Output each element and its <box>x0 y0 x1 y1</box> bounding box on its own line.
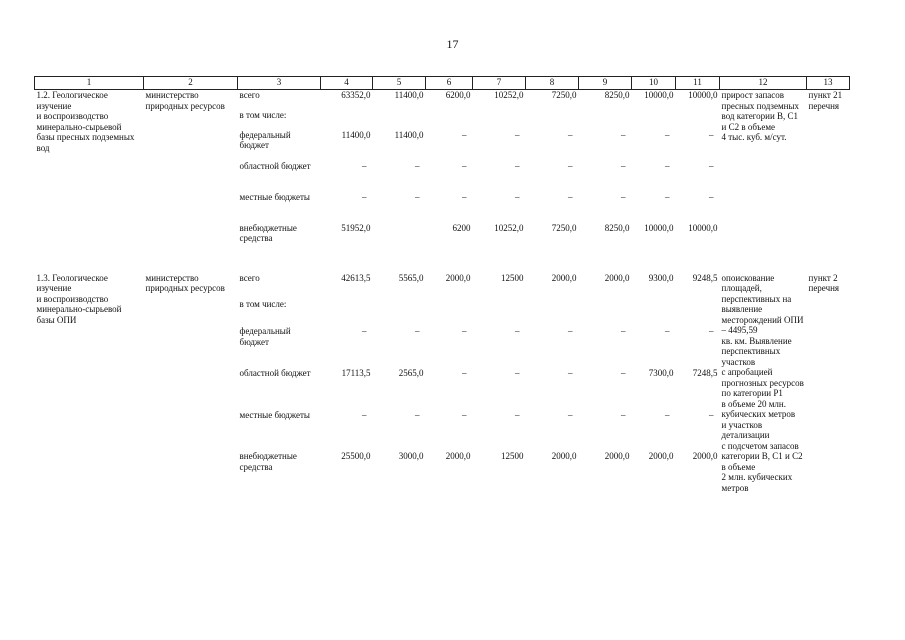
header-row <box>35 77 850 90</box>
value-cell: – <box>709 326 714 337</box>
column-header: 13 <box>807 77 850 90</box>
funding-source-label: федеральный бюджет <box>239 326 291 347</box>
value-cell: 8250,0 <box>604 90 630 100</box>
table-row <box>35 273 850 300</box>
expected-result: прирост запасов пресных подземных вод категории В, С1 и С2 в объеме 4 тыс. куб. м/сут. <box>721 90 799 142</box>
table-row <box>35 90 850 110</box>
value-cell: 25500,0 <box>341 451 371 462</box>
value-cell: – <box>665 326 670 337</box>
value-cell: – <box>362 160 367 171</box>
expected-result: опоискование площадей, перспективных на выявление месторождений ОПИ – 4495,59 кв. км. Выявление перспективных участков с апробацией прогнозных ресурсов по категории Р1 в объеме 20 млн. кубических метров и участков детализации с подсчетом запасов категории В, С1 и С2 в объеме 2 млн. кубических метров <box>721 272 804 493</box>
value-cell: 6200,0 <box>445 90 471 100</box>
value-cell: – <box>415 191 420 202</box>
funding-source-label: областной бюджет <box>239 367 311 378</box>
funding-source-label: местные бюджеты <box>239 409 310 420</box>
value-cell: 5565,0 <box>398 272 424 283</box>
value-cell: 10000,0 <box>644 90 674 100</box>
value-cell: – <box>462 129 467 140</box>
value-cell: – <box>362 409 367 420</box>
value-cell: 7250,0 <box>551 90 577 100</box>
column-header: 3 <box>238 77 321 90</box>
value-cell: – <box>515 129 520 140</box>
funding-source-label: всего <box>239 90 260 100</box>
value-cell <box>526 110 579 130</box>
value-cell: – <box>621 191 626 202</box>
activity-name: 1.3. Геологическое изучение и воспроизводство минерально-сырьевой базы ОПИ <box>36 272 122 325</box>
value-cell: – <box>462 409 467 420</box>
value-cell: 2000,0 <box>445 451 471 462</box>
value-cell: 42613,5 <box>341 272 371 283</box>
gap-cell <box>35 254 850 273</box>
value-cell <box>473 299 526 326</box>
column-header: 5 <box>373 77 426 90</box>
funding-source-label: всего <box>239 272 260 283</box>
value-cell: 2000,0 <box>551 272 577 283</box>
column-header: 11 <box>676 77 720 90</box>
value-cell <box>473 110 526 130</box>
funding-source-label: местные бюджеты <box>239 191 310 202</box>
value-cell: – <box>568 191 573 202</box>
list-reference: пункт 2 перечня <box>808 272 840 293</box>
value-cell <box>676 110 720 130</box>
value-cell: – <box>568 326 573 337</box>
value-cell: 17113,5 <box>341 367 371 378</box>
value-cell: – <box>462 367 467 378</box>
value-cell: – <box>709 409 714 420</box>
value-cell: – <box>665 160 670 171</box>
column-header: 2 <box>144 77 238 90</box>
column-header: 10 <box>632 77 676 90</box>
value-cell: 10252,0 <box>494 90 524 100</box>
value-cell: – <box>415 326 420 337</box>
value-cell: – <box>621 409 626 420</box>
value-cell: 2000,0 <box>692 451 718 462</box>
value-cell: 11400,0 <box>394 129 424 140</box>
value-cell: 9248,5 <box>692 272 718 283</box>
column-header: 6 <box>426 77 473 90</box>
value-cell <box>632 299 676 326</box>
value-cell: – <box>515 191 520 202</box>
value-cell: – <box>621 367 626 378</box>
executor: министерство природных ресурсов <box>145 272 225 293</box>
value-cell <box>579 299 632 326</box>
value-cell: 6200 <box>452 222 471 233</box>
funding-source-label: федеральный бюджет <box>239 129 291 150</box>
value-cell: – <box>665 129 670 140</box>
value-cell: 11400,0 <box>394 90 424 100</box>
value-cell: – <box>621 129 626 140</box>
value-cell: – <box>568 129 573 140</box>
value-cell: – <box>415 160 420 171</box>
value-cell: – <box>462 326 467 337</box>
value-cell: – <box>362 191 367 202</box>
funding-source-label: внебюджетные средства <box>239 451 297 472</box>
value-cell: – <box>665 191 670 202</box>
value-cell: 10000,0 <box>644 222 674 233</box>
value-cell <box>426 110 473 130</box>
value-cell <box>579 110 632 130</box>
value-cell: 10000,0 <box>688 90 718 100</box>
column-header: 1 <box>35 77 144 90</box>
column-header: 7 <box>473 77 526 90</box>
value-cell <box>632 110 676 130</box>
column-header: 9 <box>579 77 632 90</box>
value-cell: – <box>362 326 367 337</box>
value-cell: 10252,0 <box>494 222 524 233</box>
value-cell: – <box>709 160 714 171</box>
value-cell: 2000,0 <box>604 451 630 462</box>
value-cell: – <box>621 160 626 171</box>
value-cell: 2000,0 <box>604 272 630 283</box>
activity-name: 1.2. Геологическое изучение и воспроизводство минерально-сырьевой базы пресных подземных вод <box>36 90 135 153</box>
value-cell: – <box>462 191 467 202</box>
value-cell <box>321 110 373 130</box>
value-cell: 8250,0 <box>604 222 630 233</box>
value-cell <box>373 110 426 130</box>
value-cell: – <box>515 326 520 337</box>
value-cell <box>321 299 373 326</box>
funding-source-label: областной бюджет <box>239 160 311 171</box>
value-cell: – <box>515 409 520 420</box>
value-cell <box>676 299 720 326</box>
value-cell: 7250,0 <box>551 222 577 233</box>
list-reference: пункт 21 перечня <box>808 90 843 111</box>
column-header: 12 <box>720 77 807 90</box>
program-table <box>34 76 850 493</box>
value-cell: 7300,0 <box>648 367 674 378</box>
value-cell: 2000,0 <box>551 451 577 462</box>
column-header: 4 <box>321 77 373 90</box>
page-number: 17 <box>446 37 459 51</box>
value-cell: – <box>709 129 714 140</box>
value-cell: – <box>415 409 420 420</box>
value-cell: 2000,0 <box>445 272 471 283</box>
value-cell: – <box>665 409 670 420</box>
value-cell: – <box>462 160 467 171</box>
funding-source-label: в том числе: <box>239 109 287 120</box>
funding-source-label: внебюджетные средства <box>239 222 297 243</box>
value-cell: – <box>515 160 520 171</box>
value-cell: – <box>621 326 626 337</box>
value-cell: 51952,0 <box>341 222 371 233</box>
section-gap <box>35 254 850 273</box>
funding-source-label: в том числе: <box>239 299 287 310</box>
value-cell: – <box>709 191 714 202</box>
value-cell <box>373 223 426 254</box>
value-cell: 63352,0 <box>341 90 371 100</box>
value-cell: 9300,0 <box>648 272 674 283</box>
value-cell: – <box>568 409 573 420</box>
value-cell: 2565,0 <box>398 367 424 378</box>
value-cell <box>373 299 426 326</box>
value-cell: 7248,5 <box>692 367 718 378</box>
value-cell: – <box>515 367 520 378</box>
value-cell <box>526 299 579 326</box>
value-cell: 12500 <box>501 272 524 283</box>
executor: министерство природных ресурсов <box>145 90 225 111</box>
value-cell: 3000,0 <box>398 451 424 462</box>
value-cell: 12500 <box>501 451 524 462</box>
value-cell: – <box>568 160 573 171</box>
value-cell: 11400,0 <box>341 129 371 140</box>
value-cell <box>426 299 473 326</box>
value-cell: 10000,0 <box>688 222 718 233</box>
value-cell: – <box>568 367 573 378</box>
column-header: 8 <box>526 77 579 90</box>
value-cell: 2000,0 <box>648 451 674 462</box>
